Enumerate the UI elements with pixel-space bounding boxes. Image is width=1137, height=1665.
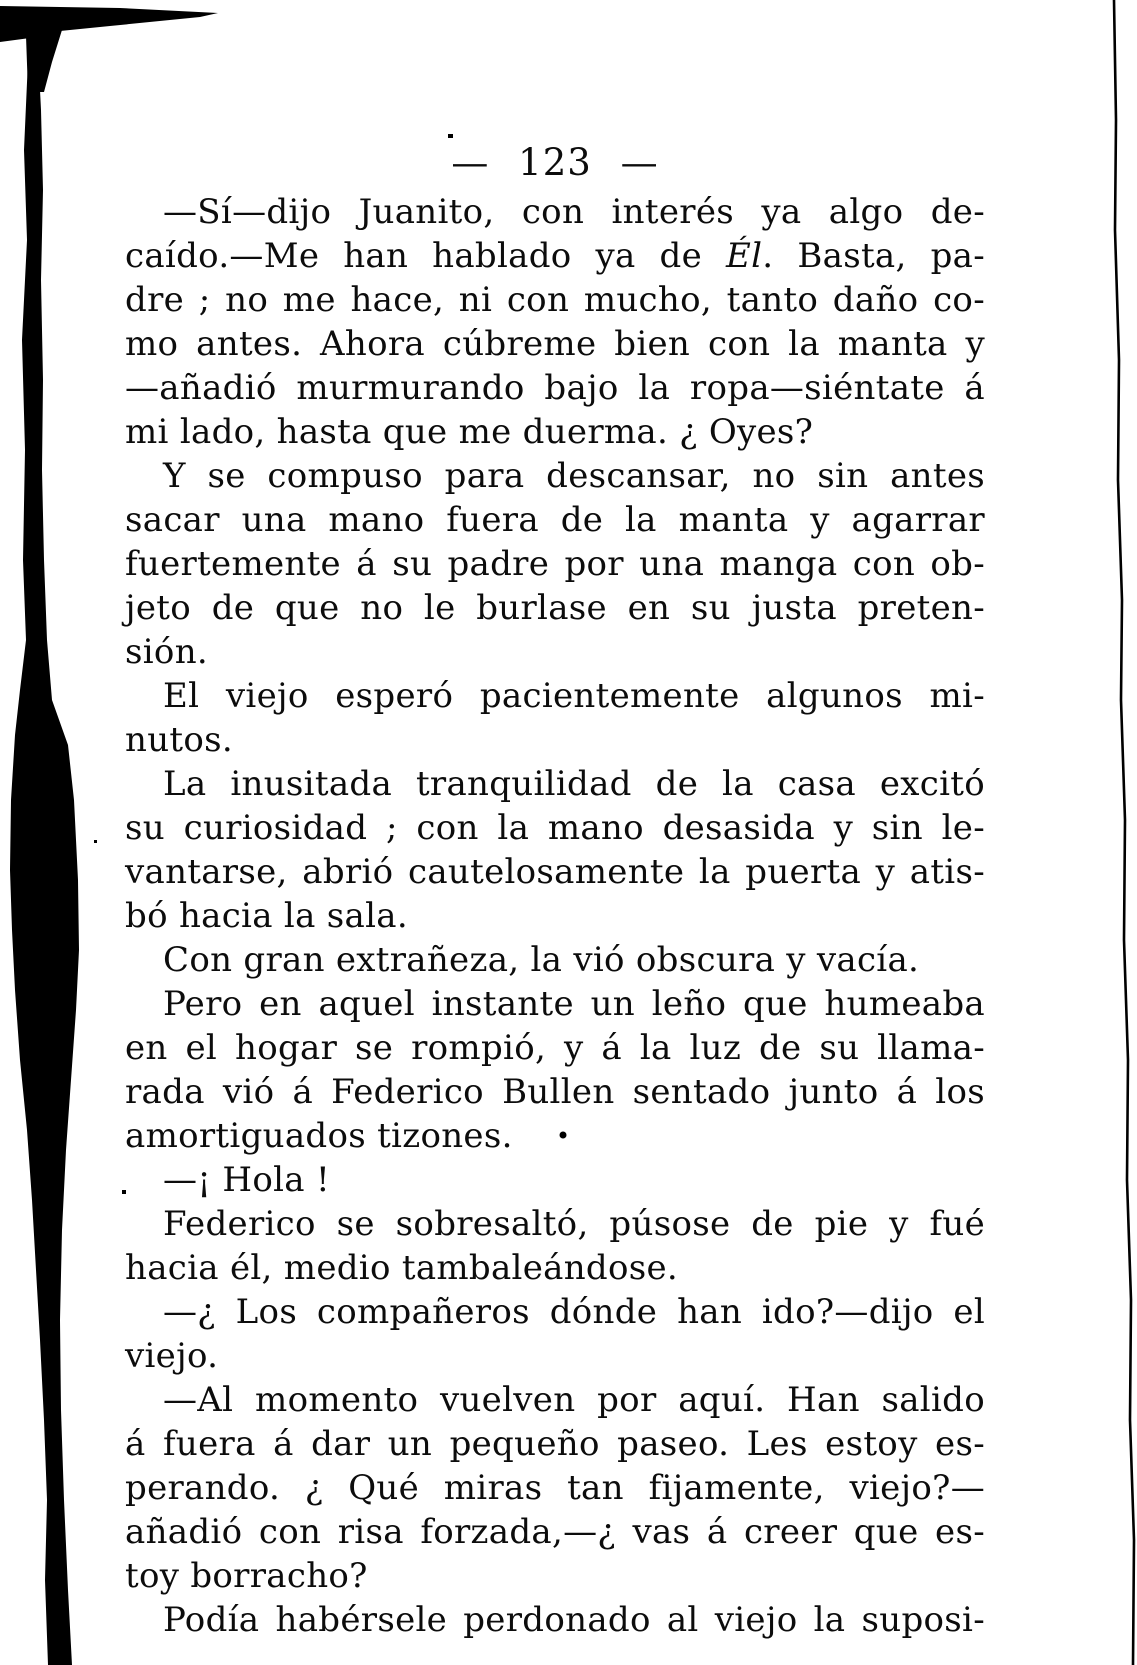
- text-segment: bó hacia la sala.: [125, 896, 408, 936]
- text-segment: —¿ Los compañeros dónde han ido?—dijo el: [163, 1292, 985, 1332]
- text-block: [125, 138, 985, 1642]
- text-segment: —¡ Hola !: [163, 1160, 330, 1200]
- text-line: [125, 234, 985, 278]
- text-line: [125, 1158, 985, 1202]
- scan-binding-streak: [10, 60, 79, 1665]
- scan-speck: [94, 840, 97, 843]
- text-line: [125, 762, 985, 806]
- text-line: [125, 454, 985, 498]
- text-segment: dre ; no me hace, ni con mucho, tanto daño co-: [125, 280, 985, 320]
- text-segment: Y se compuso para descansar, no sin antes: [163, 456, 985, 496]
- text-segment: Podía habérsele perdonado al viejo la suposi-: [163, 1600, 985, 1640]
- text-segment: Con gran extrañeza, la vió obscura y vacía.: [163, 940, 920, 980]
- text-segment: sacar una mano fuera de la manta y agarrar: [125, 500, 985, 540]
- body-lines: [125, 190, 985, 1642]
- text-segment: rada vió á Federico Bullen sentado junto á los: [125, 1072, 985, 1112]
- italic-text: Él: [726, 236, 763, 276]
- text-line: [125, 1554, 985, 1598]
- text-line: [125, 498, 985, 542]
- text-line: [125, 1202, 985, 1246]
- text-line: [125, 1246, 985, 1290]
- text-segment: hacia él, medio tambaleándose.: [125, 1248, 679, 1288]
- text-line: [125, 1466, 985, 1510]
- text-segment: —añadió murmurando bajo la ropa—siéntate á: [125, 368, 985, 408]
- text-line: [125, 938, 985, 982]
- page-number: — 123 —: [451, 141, 659, 184]
- page-edge-line: [1114, 0, 1134, 1665]
- text-segment: caído.—Me han hablado ya de: [125, 236, 726, 276]
- text-segment: mi lado, hasta que me duerma. ¿ Oyes?: [125, 412, 814, 452]
- scan-wedge-tail: [26, 30, 62, 92]
- scan-top-wedge: [0, 6, 218, 42]
- text-line: [125, 806, 985, 850]
- text-segment: jeto de que no le burlase en su justa preten-: [125, 588, 985, 628]
- text-line: [125, 1290, 985, 1334]
- text-segment: —Al momento vuelven por aquí. Han salido: [163, 1380, 985, 1420]
- text-line: [125, 322, 985, 366]
- text-line: [125, 542, 985, 586]
- text-segment: Federico se sobresaltó, púsose de pie y fué: [163, 1204, 985, 1244]
- text-line: [125, 1510, 985, 1554]
- text-segment: añadió con risa forzada,—¿ vas á creer que es-: [125, 1512, 985, 1552]
- text-line: [125, 366, 985, 410]
- text-line: [125, 894, 985, 938]
- text-segment: toy borracho?: [125, 1556, 368, 1596]
- text-segment: La inusitada tranquilidad de la casa excitó: [163, 764, 985, 804]
- text-segment: mo antes. Ahora cúbreme bien con la manta y: [125, 324, 985, 364]
- text-line: [125, 630, 985, 674]
- text-segment: viejo.: [125, 1336, 219, 1376]
- text-line: [125, 190, 985, 234]
- text-segment: perando. ¿ Qué miras tan fijamente, viejo?—: [125, 1468, 985, 1508]
- text-line: [125, 1378, 985, 1422]
- text-line: [125, 1114, 985, 1158]
- text-line: [125, 1026, 985, 1070]
- text-segment: nutos.: [125, 720, 233, 760]
- text-segment: amortiguados tizones.: [125, 1116, 513, 1156]
- text-line: [125, 1422, 985, 1466]
- text-segment: á fuera á dar un pequeño paseo. Les estoy es-: [125, 1424, 985, 1464]
- text-segment: —Sí—dijo Juanito, con interés ya algo de-: [163, 192, 985, 232]
- text-line: [125, 718, 985, 762]
- text-line: [125, 586, 985, 630]
- text-segment: en el hogar se rompió, y á la luz de su llama-: [125, 1028, 985, 1068]
- text-line: [125, 982, 985, 1026]
- text-segment: vantarse, abrió cautelosamente la puerta y atis-: [125, 852, 985, 892]
- text-segment: fuertemente á su padre por una manga con ob-: [125, 544, 985, 584]
- text-segment: su curiosidad ; con la mano desasida y sin le-: [125, 808, 985, 848]
- text-line: [125, 850, 985, 894]
- text-segment: El viejo esperó pacientemente algunos mi-: [163, 676, 985, 716]
- text-line: [125, 278, 985, 322]
- text-line: [125, 1598, 985, 1642]
- text-segment: . Basta, pa-: [762, 236, 985, 276]
- text-line: [125, 1334, 985, 1378]
- text-line: [125, 1070, 985, 1114]
- text-line: [125, 674, 985, 718]
- text-segment: Pero en aquel instante un leño que humeaba: [163, 984, 985, 1024]
- text-segment: sión.: [125, 632, 208, 672]
- text-line: [125, 410, 985, 454]
